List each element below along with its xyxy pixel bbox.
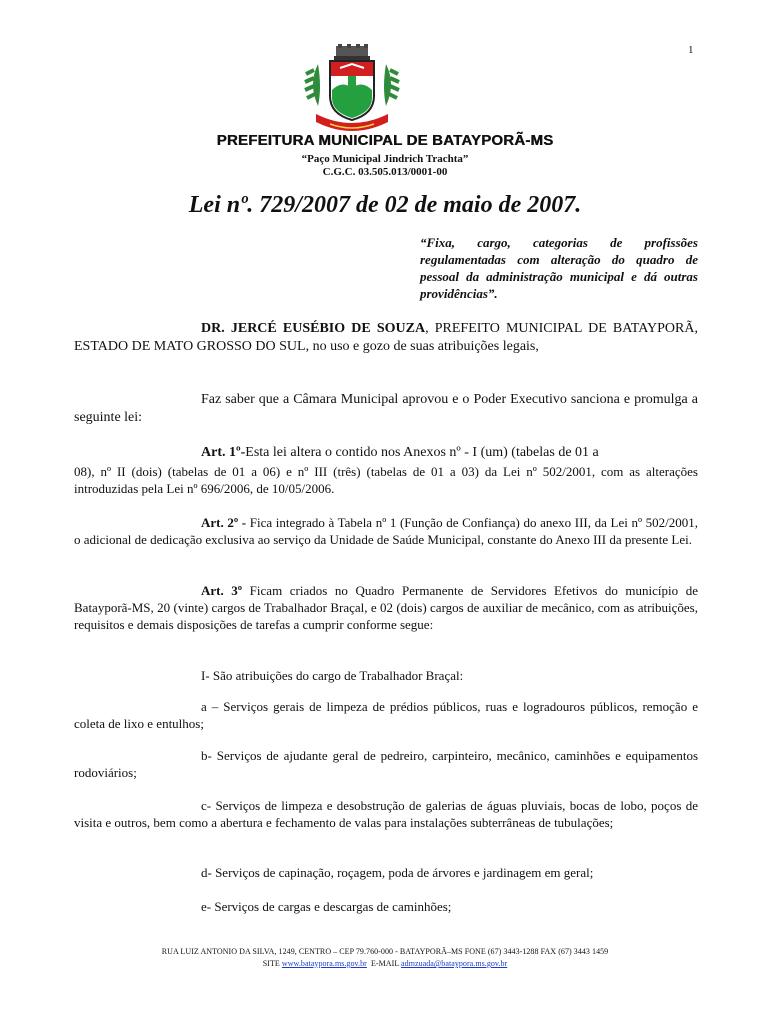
page-footer xyxy=(0,946,770,970)
preamble-text: , PREFEITO MUNICIPAL DE BATAYPORÃ, ESTADO DE MATO GROSSO DO SUL, no uso e gozo de suas atribuições legais, xyxy=(74,321,698,354)
enactment-text: Faz saber que a Câmara Municipal aprovou e o Poder Executivo sanciona e promulga a seguinte lei: xyxy=(74,392,698,425)
item-a xyxy=(74,698,698,732)
item-c xyxy=(74,797,698,831)
footer-email-link[interactable]: admzuada@bataypora.ms.gov.br xyxy=(401,959,508,968)
article-1-continuation: 08), nº II (dois) (tabelas de 01 a 06) e nº III (três) (tabelas de 01 a 03) da Lei nº 502/2001, com as alterações introduzidas pela Lei nº 696/2006, de 10/05/2006. xyxy=(74,464,698,496)
page-number: 1 xyxy=(688,44,694,56)
law-summary: “Fixa, cargo, categorias de profissões regulamentadas com alteração do quadro de pessoal da administração municipal e dá outras providências”. xyxy=(420,235,698,301)
article-2-text: Fica integrado à Tabela nº 1 (Função de Confiança) do anexo III, da Lei nº 502/2001, o adicional de dedicação exclusiva ao serviço da Unidade de Saúde Municipal, constante do Anexo III da presente Lei. xyxy=(74,515,698,547)
article-1-lead: Esta lei altera o contido nos Anexos nº - I (um) (tabelas de 01 a xyxy=(245,445,599,460)
paragraph-enactment xyxy=(74,391,698,427)
footer-email-label: E-MAIL xyxy=(370,959,399,968)
footer-site-label: SITE xyxy=(262,959,280,968)
footer-address: RUA LUIZ ANTONIO DA SILVA, 1249, CENTRO – CEP 79.760-000 - BATAYPORÃ–MS FONE (67) 3443-1288 FAX (67) 3443 1459 xyxy=(161,947,609,956)
paragraph-preamble xyxy=(74,320,698,356)
item-d-text: d- Serviços de capinação, roçagem, poda de árvores e jardinagem em geral; xyxy=(201,865,594,880)
article-1 xyxy=(74,444,698,462)
item-e xyxy=(74,898,698,915)
article-2 xyxy=(74,514,698,548)
article-3-text: Ficam criados no Quadro Permanente de Servidores Efetivos do município de Batayporã-MS, 20 (vinte) cargos de Trabalhador Braçal, e 02 (dois) cargos de auxiliar de mecânico, com as atribuições, requisitos e demais disposições de tarefas a cumprir conforme segue: xyxy=(74,583,698,632)
article-3 xyxy=(74,582,698,633)
item-b xyxy=(74,747,698,781)
footer-contact xyxy=(0,958,770,970)
item-I xyxy=(74,667,698,684)
article-3-label: Art. 3º xyxy=(201,583,243,598)
header-subtitle: “Paço Municipal Jindrich Trachta” xyxy=(301,153,469,165)
item-c-text: c- Serviços de limpeza e desobstrução de galerias de águas pluviais, bocas de lobo, poços de visita e outros, bem como a abertura e fechamento de valas para instalações subterrâneas de tubulações; xyxy=(74,798,698,830)
header-title: PREFEITURA MUNICIPAL DE BATAYPORÃ-MS xyxy=(216,132,554,149)
item-b-text: b- Serviços de ajudante geral de pedreiro, carpinteiro, mecânico, caminhões e equipamentos rodoviários; xyxy=(74,748,698,780)
article-2-label: Art. 2º - xyxy=(201,515,247,530)
law-title: Lei nº. 729/2007 de 02 de maio de 2007. xyxy=(188,192,582,218)
municipal-coat-of-arms-icon xyxy=(300,44,404,136)
item-I-text: I- São atribuições do cargo de Trabalhador Braçal: xyxy=(201,668,464,683)
article-1-label: Art. 1º- xyxy=(201,445,246,460)
item-a-text: a – Serviços gerais de limpeza de prédios públicos, ruas e logradouros públicos, remoção e coleta de lixo e entulhos; xyxy=(74,699,698,731)
footer-site-link[interactable]: www.bataypora.ms.gov.br xyxy=(281,959,367,968)
header-cgc: C.G.C. 03.505.013/0001-00 xyxy=(322,166,448,178)
mayor-name: DR. JERCÉ EUSÉBIO DE SOUZA xyxy=(201,321,426,336)
item-d xyxy=(74,864,698,881)
item-e-text: e- Serviços de cargas e descargas de caminhões; xyxy=(201,899,452,914)
